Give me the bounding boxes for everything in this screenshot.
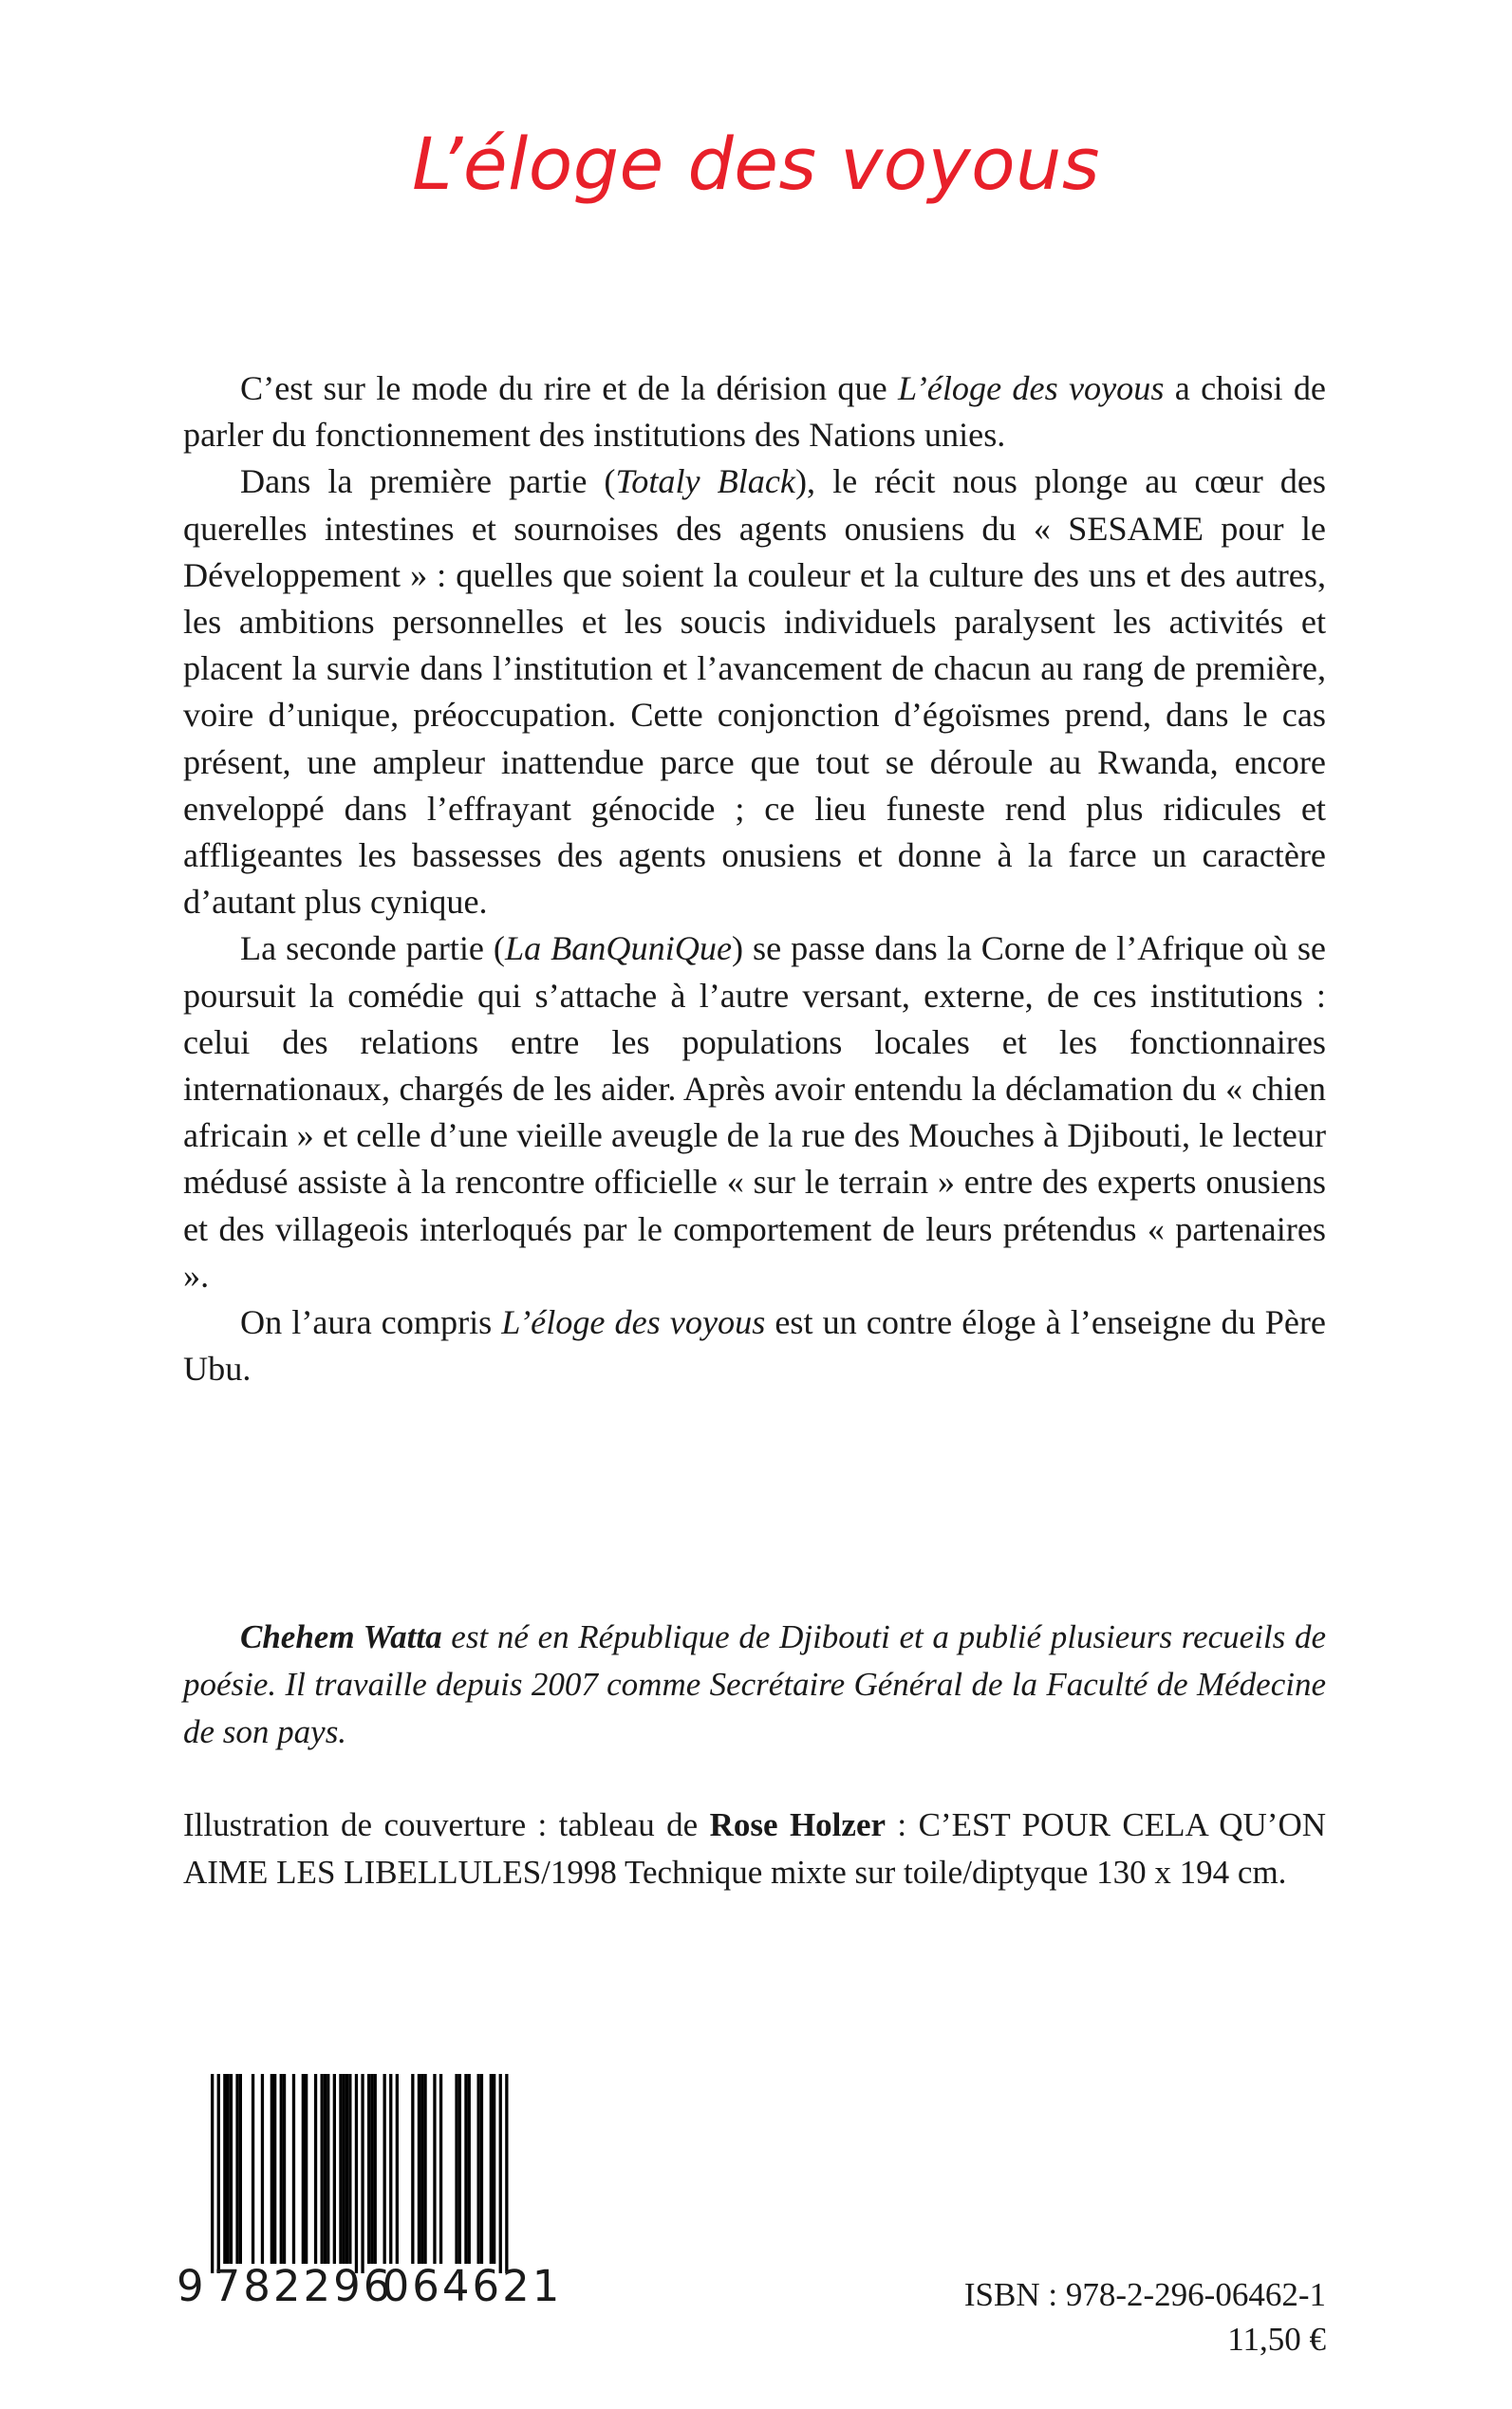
barcode-guard-bar	[361, 2074, 364, 2273]
barcode-bar	[343, 2074, 345, 2264]
summary-text	[183, 365, 1326, 1392]
barcode-bar	[490, 2074, 493, 2264]
barcode-bar	[383, 2074, 386, 2264]
p1-text-b: a choisi de parler du fonctionnement des institutions des Nations unies.	[183, 369, 1326, 455]
barcode-bar	[468, 2074, 471, 2264]
author-name: Chehem Watta	[240, 1618, 442, 1655]
p3-text-b: ) se passe dans la Corne de l’Afrique où se poursuit la comédie qui s’attache à l’autre versant, externe, de ces institutions : celui des relations entre les populations locales et les fonctionnaires internationaux, chargés de les aider. Après avoir entendu la déclamation du « chien africain » et celle d’une vieille aveugle de la rue des Mouches à Djibouti, le lecteur médusé assiste à la rencontre officielle « sur le terrain » entre des experts onusiens et des villageois interloqués par le comportement de leurs prétendus « partenaires ».	[183, 929, 1326, 1295]
barcode-bar	[477, 2074, 480, 2264]
book-title: L’éloge des voyous	[412, 121, 1100, 206]
barcode-bar	[321, 2074, 324, 2264]
barcode-bar	[239, 2074, 242, 2264]
summary-paragraph-4	[183, 1299, 1326, 1392]
barcode-bar	[396, 2074, 399, 2264]
author-bio	[183, 1614, 1326, 1756]
barcode-bar	[433, 2074, 436, 2264]
cover-credit	[183, 1802, 1326, 1896]
p3-text-a: La seconde partie (	[240, 929, 505, 968]
barcode-bar	[389, 2074, 392, 2264]
barcode-bar	[370, 2074, 373, 2264]
barcode-bar	[327, 2074, 329, 2264]
barcode-right-group: 064621	[382, 2261, 563, 2311]
p2-text-b: ), le récit nous plonge au cœur des querelles intestines et sournoises des agents onusiens du « SESAME pour le Développement » : quelles que soient la couleur et la culture des uns et des autres, les ambitions personnelles et les soucis individuels paralysent les activités et placent la survie dans l’institution et l’avancement de chacun au rang de première, voire d’unique, préoccupation. Cette conjonction d’égoïsmes prend, dans le cas présent, une ampleur inattendue parce que tout se déroule au Rwanda, encore enveloppé dans l’effrayant génocide ; ce lieu funeste rend plus ridicules et affligeantes les bassesses des agents onusiens et donne à la farce un caractère d’autant plus cynique.	[183, 462, 1326, 922]
barcode-bar	[235, 2074, 238, 2264]
price: 11,50 €	[1227, 2321, 1326, 2358]
summary-paragraph-1	[183, 365, 1326, 458]
barcode-left-group: 782296	[213, 2261, 394, 2311]
barcode-bar	[305, 2074, 308, 2264]
barcode-bar	[411, 2074, 414, 2264]
p2-text-a: Dans la première partie (	[240, 462, 616, 501]
credit-artist: Rose Holzer	[709, 1806, 887, 1843]
barcode-bar	[223, 2074, 226, 2264]
p1-title-ref: L’éloge des voyous	[897, 369, 1165, 407]
summary-paragraph-2	[183, 458, 1326, 925]
barcode-bar	[367, 2074, 370, 2264]
barcode-guard-bar	[499, 2074, 502, 2273]
barcode-bar	[230, 2074, 233, 2264]
barcode-bar	[283, 2074, 286, 2264]
barcode-bar	[273, 2074, 276, 2264]
barcode-bar	[333, 2074, 336, 2264]
barcode-bar	[292, 2074, 295, 2264]
barcode-bar	[271, 2074, 273, 2264]
p4-title-ref: L’éloge des voyous	[501, 1303, 766, 1342]
barcode-guard-bar	[505, 2074, 508, 2273]
barcode-bar	[252, 2074, 254, 2264]
barcode-bar	[348, 2074, 351, 2264]
summary-paragraph-3	[183, 925, 1326, 1299]
barcode-bar	[280, 2074, 283, 2264]
barcode-bar	[423, 2074, 426, 2264]
p3-part-title: La BanQuniQue	[504, 929, 733, 968]
barcode-bar	[339, 2074, 342, 2264]
barcode-bar	[480, 2074, 483, 2264]
barcode-number	[177, 2261, 563, 2311]
barcode	[177, 2074, 563, 2325]
barcode-bar	[458, 2074, 461, 2264]
author-bio-text: est né en République de Djibouti et a publié plusieurs recueils de poésie. Il travaille depuis 2007 comme Secrétaire Général de la Faculté de Médecine de son pays.	[183, 1618, 1326, 1750]
barcode-first-digit: 9	[177, 2261, 204, 2311]
p4-text-b: est un contre éloge à l’enseigne du Père Ubu.	[183, 1303, 1326, 1389]
barcode-bar	[493, 2074, 495, 2264]
barcode-guard-bar	[211, 2074, 214, 2273]
barcode-bar	[455, 2074, 457, 2264]
credit-suffix: : C’EST POUR CELA QU’ON AIME LES LIBELLULES/1998 Technique mixte sur toile/diptyque 130 x 194 cm.	[183, 1806, 1327, 1891]
barcode-bar	[261, 2074, 264, 2264]
isbn: ISBN : 978-2-296-06462-1	[963, 2276, 1326, 2313]
barcode-bar	[227, 2074, 230, 2264]
p4-text-a: On l’aura compris	[240, 1303, 502, 1342]
barcode-bars	[177, 2074, 541, 2273]
barcode-bar	[345, 2074, 348, 2264]
barcode-bar	[439, 2074, 442, 2264]
barcode-guard-bar	[217, 2074, 220, 2273]
p1-text-a: C’est sur le mode du rire et de la dérision que	[240, 369, 898, 407]
barcode-bar	[314, 2074, 317, 2264]
barcode-bar	[374, 2074, 377, 2264]
p2-part-title: Totaly Black	[615, 462, 795, 501]
barcode-bar	[464, 2074, 467, 2264]
barcode-guard-bar	[355, 2074, 358, 2273]
barcode-bar	[420, 2074, 423, 2264]
credit-prefix: Illustration de couverture : tableau de	[183, 1806, 710, 1843]
barcode-bar	[302, 2074, 305, 2264]
barcode-bar	[418, 2074, 420, 2264]
barcode-bar	[324, 2074, 327, 2264]
